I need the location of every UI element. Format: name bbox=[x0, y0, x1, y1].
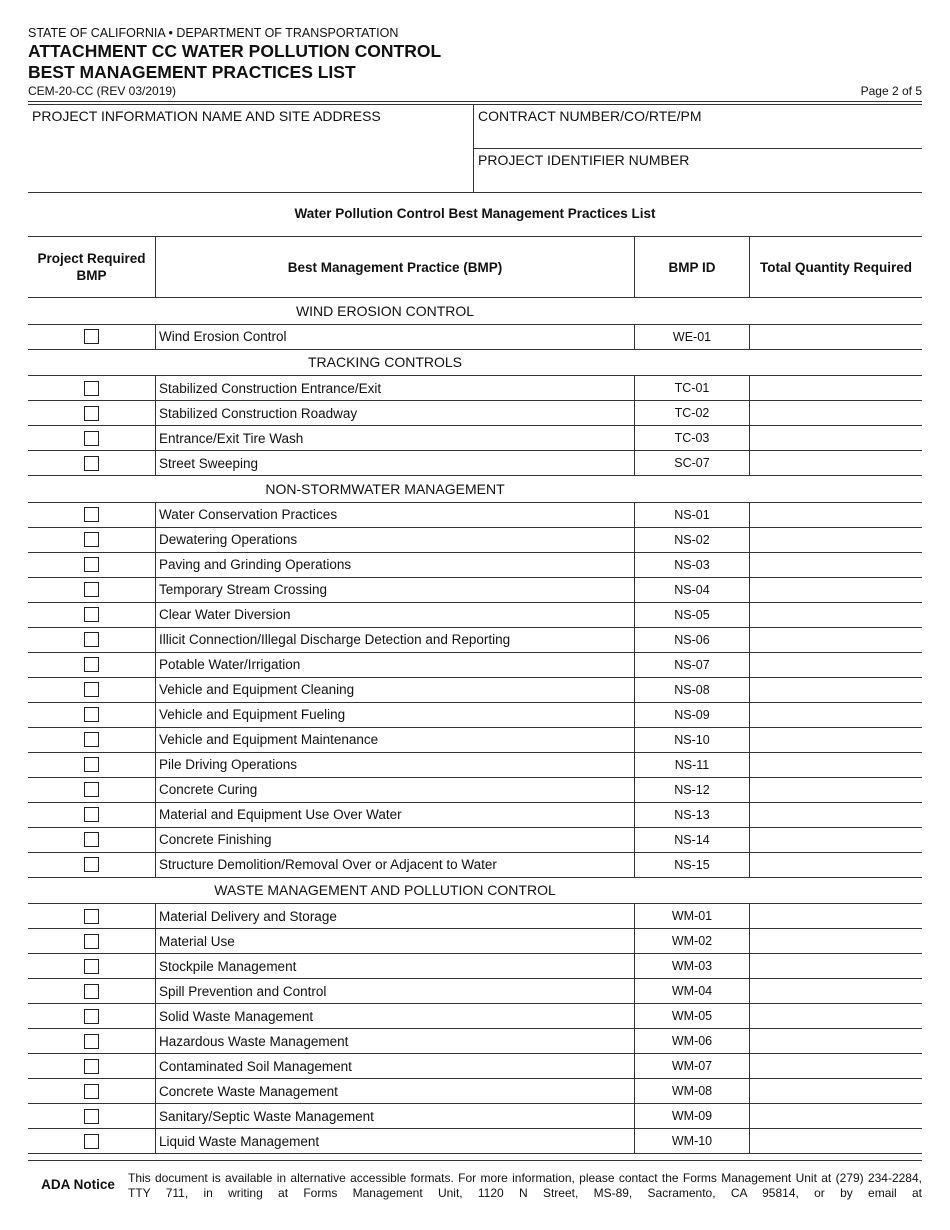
header-project-required: Project Required BMP bbox=[28, 237, 156, 298]
bmp-id: WM-01 bbox=[635, 904, 750, 929]
table-row bbox=[28, 577, 922, 602]
bmp-name: Structure Demolition/Removal Over or Adjacent to Water bbox=[156, 852, 635, 877]
bmp-name: Paving and Grinding Operations bbox=[156, 552, 635, 577]
quantity-cell bbox=[750, 552, 923, 577]
section-row bbox=[28, 298, 922, 325]
required-cell bbox=[28, 702, 156, 727]
header-bmp-id: BMP ID bbox=[635, 237, 750, 298]
contract-number-field[interactable] bbox=[474, 105, 922, 149]
table-row bbox=[28, 852, 922, 877]
required-checkbox[interactable] bbox=[84, 381, 99, 396]
bmp-name: Concrete Finishing bbox=[156, 827, 635, 852]
table-row bbox=[28, 324, 922, 349]
table-row bbox=[28, 904, 922, 929]
required-checkbox[interactable] bbox=[84, 1034, 99, 1049]
table-row bbox=[28, 1129, 922, 1154]
form-number: CEM-20-CC (REV 03/2019) bbox=[28, 84, 177, 98]
bmp-name: Vehicle and Equipment Fueling bbox=[156, 702, 635, 727]
bmp-id: NS-11 bbox=[635, 752, 750, 777]
quantity-input[interactable] bbox=[750, 1029, 926, 1053]
required-checkbox[interactable] bbox=[84, 329, 99, 344]
bmp-id: WM-09 bbox=[635, 1104, 750, 1129]
required-checkbox[interactable] bbox=[84, 507, 99, 522]
quantity-cell bbox=[750, 702, 923, 727]
required-cell bbox=[28, 502, 156, 527]
quantity-cell bbox=[750, 652, 923, 677]
bmp-id: NS-15 bbox=[635, 852, 750, 877]
ada-notice-label: ADA Notice bbox=[41, 1177, 115, 1192]
project-numbers bbox=[474, 105, 922, 192]
required-cell bbox=[28, 802, 156, 827]
bmp-id: NS-07 bbox=[635, 652, 750, 677]
table-row bbox=[28, 727, 922, 752]
bmp-name: Concrete Waste Management bbox=[156, 1079, 635, 1104]
section-row bbox=[28, 877, 922, 904]
form-meta-row bbox=[28, 84, 922, 99]
required-cell bbox=[28, 1054, 156, 1079]
bmp-name: Solid Waste Management bbox=[156, 1004, 635, 1029]
bmp-name: Material Use bbox=[156, 929, 635, 954]
form-title-line-1: ATTACHMENT CC WATER POLLUTION CONTROL bbox=[28, 41, 442, 61]
quantity-input[interactable] bbox=[750, 653, 926, 677]
quantity-cell bbox=[750, 852, 923, 877]
required-checkbox[interactable] bbox=[84, 657, 99, 672]
required-cell bbox=[28, 979, 156, 1004]
quantity-cell bbox=[750, 1129, 923, 1154]
bmp-id: NS-14 bbox=[635, 827, 750, 852]
table-row bbox=[28, 752, 922, 777]
quantity-cell bbox=[750, 376, 923, 401]
bmp-id: NS-09 bbox=[635, 702, 750, 727]
quantity-cell bbox=[750, 502, 923, 527]
bmp-id: SC-07 bbox=[635, 451, 750, 476]
section-heading: WASTE MANAGEMENT AND POLLUTION CONTROL bbox=[28, 877, 922, 904]
quantity-cell bbox=[750, 677, 923, 702]
bmp-id: WM-04 bbox=[635, 979, 750, 1004]
required-cell bbox=[28, 652, 156, 677]
required-cell bbox=[28, 677, 156, 702]
bmp-id: WM-03 bbox=[635, 954, 750, 979]
quantity-input[interactable] bbox=[750, 703, 926, 727]
quantity-cell bbox=[750, 451, 923, 476]
header-bmp: Best Management Practice (BMP) bbox=[156, 237, 635, 298]
bmp-id: WM-10 bbox=[635, 1129, 750, 1154]
quantity-input[interactable] bbox=[750, 954, 926, 978]
required-checkbox[interactable] bbox=[84, 607, 99, 622]
bmp-id: NS-06 bbox=[635, 627, 750, 652]
project-identifier-field[interactable] bbox=[474, 149, 922, 192]
quantity-cell bbox=[750, 752, 923, 777]
required-checkbox[interactable] bbox=[84, 1009, 99, 1024]
table-title: Water Pollution Control Best Management Practices List bbox=[28, 193, 922, 237]
bmp-name: Liquid Waste Management bbox=[156, 1129, 635, 1154]
table-body bbox=[28, 298, 922, 1154]
bmp-id: NS-03 bbox=[635, 552, 750, 577]
bmp-id: WM-02 bbox=[635, 929, 750, 954]
required-checkbox[interactable] bbox=[84, 557, 99, 572]
quantity-input[interactable] bbox=[750, 828, 926, 852]
bmp-name: Concrete Curing bbox=[156, 777, 635, 802]
quantity-input[interactable] bbox=[750, 1104, 926, 1128]
quantity-cell bbox=[750, 1079, 923, 1104]
section-heading: NON-STORMWATER MANAGEMENT bbox=[28, 476, 922, 503]
required-checkbox[interactable] bbox=[84, 582, 99, 597]
quantity-input[interactable] bbox=[750, 1079, 926, 1103]
bmp-name: Water Conservation Practices bbox=[156, 502, 635, 527]
required-checkbox[interactable] bbox=[84, 959, 99, 974]
quantity-input[interactable] bbox=[750, 401, 926, 425]
required-cell bbox=[28, 324, 156, 349]
table-row bbox=[28, 677, 922, 702]
bmp-name: Pile Driving Operations bbox=[156, 752, 635, 777]
required-checkbox[interactable] bbox=[84, 782, 99, 797]
quantity-input[interactable] bbox=[750, 603, 926, 627]
quantity-cell bbox=[750, 1029, 923, 1054]
required-cell bbox=[28, 904, 156, 929]
bmp-name: Stockpile Management bbox=[156, 954, 635, 979]
required-checkbox[interactable] bbox=[84, 1134, 99, 1149]
bmp-name: Stabilized Construction Entrance/Exit bbox=[156, 376, 635, 401]
bmp-name: Stabilized Construction Roadway bbox=[156, 401, 635, 426]
table-row bbox=[28, 451, 922, 476]
quantity-input[interactable] bbox=[750, 578, 926, 602]
required-checkbox[interactable] bbox=[84, 934, 99, 949]
table-row bbox=[28, 827, 922, 852]
quantity-cell bbox=[750, 929, 923, 954]
quantity-input[interactable] bbox=[750, 678, 926, 702]
quantity-cell bbox=[750, 979, 923, 1004]
table-row bbox=[28, 1004, 922, 1029]
bmp-id: NS-01 bbox=[635, 502, 750, 527]
table-row bbox=[28, 552, 922, 577]
required-checkbox[interactable] bbox=[84, 1084, 99, 1099]
table-row bbox=[28, 702, 922, 727]
quantity-cell bbox=[750, 577, 923, 602]
bmp-name: Hazardous Waste Management bbox=[156, 1029, 635, 1054]
bmp-id: NS-13 bbox=[635, 802, 750, 827]
quantity-cell bbox=[750, 426, 923, 451]
table-row bbox=[28, 802, 922, 827]
required-checkbox[interactable] bbox=[84, 732, 99, 747]
bmp-id: NS-10 bbox=[635, 727, 750, 752]
required-cell bbox=[28, 1104, 156, 1129]
section-row bbox=[28, 349, 922, 376]
quantity-input[interactable] bbox=[750, 1004, 926, 1028]
bmp-name: Spill Prevention and Control bbox=[156, 979, 635, 1004]
quantity-input[interactable] bbox=[750, 503, 926, 527]
bmp-name: Temporary Stream Crossing bbox=[156, 577, 635, 602]
quantity-input[interactable] bbox=[750, 528, 926, 552]
table-row bbox=[28, 376, 922, 401]
bmp-name: Illicit Connection/Illegal Discharge Detection and Reporting bbox=[156, 627, 635, 652]
quantity-cell bbox=[750, 401, 923, 426]
quantity-input[interactable] bbox=[750, 376, 926, 400]
required-cell bbox=[28, 929, 156, 954]
quantity-input[interactable] bbox=[750, 753, 926, 777]
quantity-cell bbox=[750, 904, 923, 929]
form-title-line-2: BEST MANAGEMENT PRACTICES LIST bbox=[28, 62, 356, 82]
bmp-id: NS-12 bbox=[635, 777, 750, 802]
required-checkbox[interactable] bbox=[84, 632, 99, 647]
bmp-name: Material and Equipment Use Over Water bbox=[156, 802, 635, 827]
quantity-cell bbox=[750, 1004, 923, 1029]
project-info-block bbox=[28, 105, 922, 193]
required-checkbox[interactable] bbox=[84, 431, 99, 446]
required-cell bbox=[28, 1029, 156, 1054]
table-row bbox=[28, 627, 922, 652]
bmp-id: NS-02 bbox=[635, 527, 750, 552]
bmp-name: Wind Erosion Control bbox=[156, 324, 635, 349]
quantity-input[interactable] bbox=[750, 553, 926, 577]
contract-number-label: CONTRACT NUMBER/CO/RTE/PM bbox=[478, 108, 702, 124]
quantity-input[interactable] bbox=[750, 628, 926, 652]
required-checkbox[interactable] bbox=[84, 1059, 99, 1074]
header-total-quantity: Total Quantity Required bbox=[750, 237, 923, 298]
quantity-input[interactable] bbox=[750, 929, 926, 953]
quantity-cell bbox=[750, 324, 923, 349]
quantity-cell bbox=[750, 827, 923, 852]
bmp-id: WM-08 bbox=[635, 1079, 750, 1104]
bmp-id: WM-06 bbox=[635, 1029, 750, 1054]
table-row bbox=[28, 401, 922, 426]
quantity-input[interactable] bbox=[750, 325, 926, 349]
table-row bbox=[28, 1029, 922, 1054]
required-checkbox[interactable] bbox=[84, 832, 99, 847]
table-row bbox=[28, 929, 922, 954]
required-cell bbox=[28, 527, 156, 552]
bmp-id: WM-05 bbox=[635, 1004, 750, 1029]
required-checkbox[interactable] bbox=[84, 1109, 99, 1124]
required-cell bbox=[28, 852, 156, 877]
table-row bbox=[28, 527, 922, 552]
required-cell bbox=[28, 577, 156, 602]
quantity-input[interactable] bbox=[750, 426, 926, 450]
bmp-id: NS-05 bbox=[635, 602, 750, 627]
required-cell bbox=[28, 954, 156, 979]
page-number: Page 2 of 5 bbox=[860, 84, 922, 98]
required-checkbox[interactable] bbox=[84, 909, 99, 924]
required-cell bbox=[28, 1004, 156, 1029]
table-row bbox=[28, 979, 922, 1004]
bmp-name: Sanitary/Septic Waste Management bbox=[156, 1104, 635, 1129]
bmp-name: Entrance/Exit Tire Wash bbox=[156, 426, 635, 451]
form-page bbox=[28, 26, 922, 1154]
section-heading: WIND EROSION CONTROL bbox=[28, 298, 922, 325]
section-heading: TRACKING CONTROLS bbox=[28, 349, 922, 376]
quantity-input[interactable] bbox=[750, 1129, 926, 1153]
table-row bbox=[28, 502, 922, 527]
table-row bbox=[28, 1104, 922, 1129]
required-cell bbox=[28, 451, 156, 476]
required-cell bbox=[28, 727, 156, 752]
required-checkbox[interactable] bbox=[84, 984, 99, 999]
bmp-id: NS-04 bbox=[635, 577, 750, 602]
required-checkbox[interactable] bbox=[84, 757, 99, 772]
required-cell bbox=[28, 1129, 156, 1154]
quantity-cell bbox=[750, 802, 923, 827]
footer bbox=[28, 1160, 922, 1201]
quantity-input[interactable] bbox=[750, 1054, 926, 1078]
quantity-cell bbox=[750, 602, 923, 627]
quantity-input[interactable] bbox=[750, 778, 926, 802]
table-row bbox=[28, 777, 922, 802]
bmp-id: TC-01 bbox=[635, 376, 750, 401]
bmp-id: TC-02 bbox=[635, 401, 750, 426]
quantity-input[interactable] bbox=[750, 979, 926, 1003]
required-cell bbox=[28, 401, 156, 426]
agency-line: STATE OF CALIFORNIA • DEPARTMENT OF TRANSPORTATION bbox=[28, 26, 399, 40]
required-checkbox[interactable] bbox=[84, 857, 99, 872]
bmp-name: Street Sweeping bbox=[156, 451, 635, 476]
ada-notice-text: This document is available in alternative accessible formats. For more information, please contact the Forms Management Unit at (279) 234-2284, TTY 711, in writing at Forms Management Unit, 1120 N Street, MS-89, Sacramento, CA 95814, or by email at bbox=[128, 1171, 922, 1200]
required-cell bbox=[28, 376, 156, 401]
project-identifier-label: PROJECT IDENTIFIER NUMBER bbox=[478, 152, 690, 168]
table-row bbox=[28, 1054, 922, 1079]
required-cell bbox=[28, 777, 156, 802]
required-cell bbox=[28, 827, 156, 852]
project-info-label: PROJECT INFORMATION NAME AND SITE ADDRESS bbox=[32, 108, 381, 124]
bmp-id: TC-03 bbox=[635, 426, 750, 451]
required-checkbox[interactable] bbox=[84, 456, 99, 471]
bmp-name: Clear Water Diversion bbox=[156, 602, 635, 627]
required-cell bbox=[28, 426, 156, 451]
required-checkbox[interactable] bbox=[84, 406, 99, 421]
quantity-input[interactable] bbox=[750, 904, 926, 928]
quantity-cell bbox=[750, 777, 923, 802]
required-checkbox[interactable] bbox=[84, 707, 99, 722]
bmp-name: Dewatering Operations bbox=[156, 527, 635, 552]
bmp-name: Potable Water/Irrigation bbox=[156, 652, 635, 677]
table-row bbox=[28, 426, 922, 451]
quantity-cell bbox=[750, 627, 923, 652]
bmp-id: WE-01 bbox=[635, 324, 750, 349]
table-row bbox=[28, 652, 922, 677]
project-info-field[interactable] bbox=[28, 105, 474, 192]
required-cell bbox=[28, 752, 156, 777]
bmp-name: Material Delivery and Storage bbox=[156, 904, 635, 929]
bmp-name: Vehicle and Equipment Maintenance bbox=[156, 727, 635, 752]
table-row bbox=[28, 1079, 922, 1104]
quantity-cell bbox=[750, 1054, 923, 1079]
required-checkbox[interactable] bbox=[84, 807, 99, 822]
quantity-input[interactable] bbox=[750, 728, 926, 752]
bmp-name: Vehicle and Equipment Cleaning bbox=[156, 677, 635, 702]
bmp-name: Contaminated Soil Management bbox=[156, 1054, 635, 1079]
required-cell bbox=[28, 627, 156, 652]
quantity-cell bbox=[750, 1104, 923, 1129]
bmp-id: WM-07 bbox=[635, 1054, 750, 1079]
quantity-input[interactable] bbox=[750, 451, 926, 475]
table-row bbox=[28, 602, 922, 627]
bmp-id: NS-08 bbox=[635, 677, 750, 702]
bmp-table bbox=[28, 237, 922, 1154]
required-checkbox[interactable] bbox=[84, 532, 99, 547]
required-cell bbox=[28, 1079, 156, 1104]
quantity-input[interactable] bbox=[750, 853, 926, 877]
table-header-row bbox=[28, 237, 922, 298]
quantity-input[interactable] bbox=[750, 803, 926, 827]
required-checkbox[interactable] bbox=[84, 682, 99, 697]
required-cell bbox=[28, 602, 156, 627]
quantity-cell bbox=[750, 527, 923, 552]
quantity-cell bbox=[750, 954, 923, 979]
section-row bbox=[28, 476, 922, 503]
required-cell bbox=[28, 552, 156, 577]
table-row bbox=[28, 954, 922, 979]
quantity-cell bbox=[750, 727, 923, 752]
